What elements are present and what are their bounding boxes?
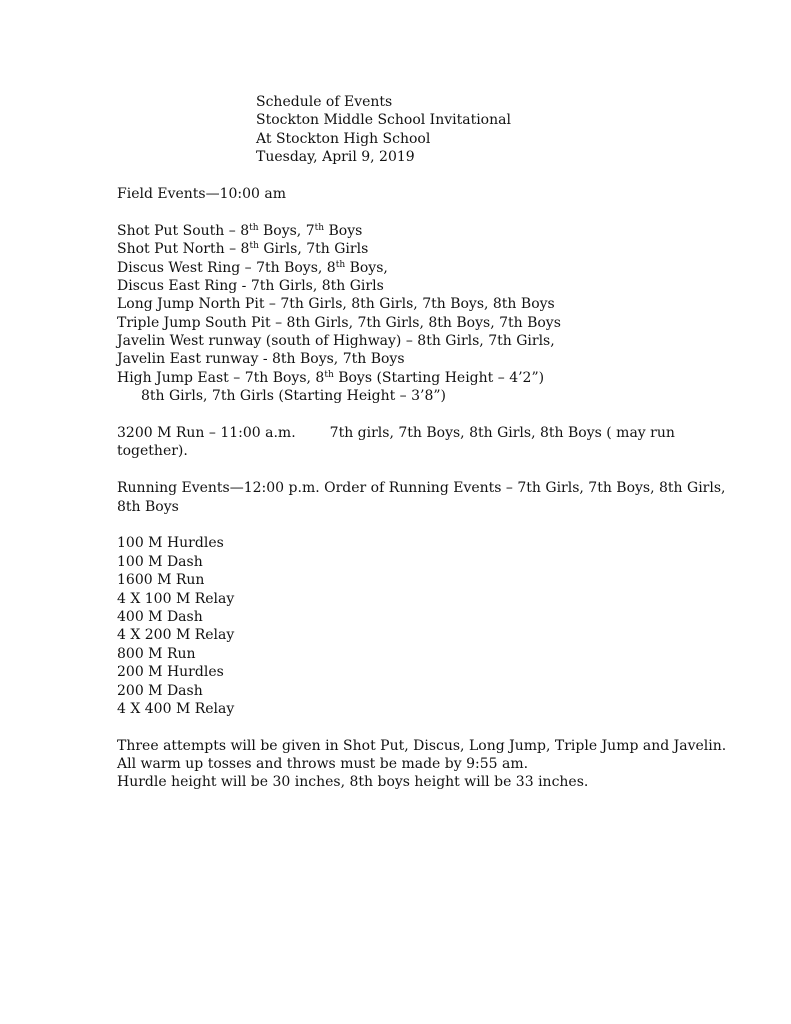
note-warmup: All warm up tosses and throws must be made by 9:55 am.: [117, 756, 529, 773]
run-3200-block: [117, 424, 737, 461]
list-item: 4 X 400 M Relay: [117, 700, 235, 717]
list-item: 800 M Run: [117, 645, 196, 662]
running-events-block: [117, 479, 737, 516]
javelin-east-line: Javelin East runway - 8th Boys, 7th Boys: [117, 351, 405, 368]
list-item: 400 M Dash: [117, 608, 203, 625]
running-events-heading: Running Events—12:00 p.m. Order of Running Events – 7th Girls, 7th Boys, 8th Girls,: [117, 480, 726, 497]
event-name: Stockton Middle School Invitational: [256, 112, 511, 129]
list-item: 100 M Hurdles: [117, 535, 224, 552]
discus-east-line: Discus East Ring - 7th Girls, 8th Girls: [117, 277, 384, 294]
run-3200-line: 3200 M Run – 11:00 a.m. 7th girls, 7th Boys, 8th Girls, 8th Boys ( may run: [117, 425, 675, 442]
event-date: Tuesday, April 9, 2019: [256, 149, 415, 166]
triple-jump-line: Triple Jump South Pit – 8th Girls, 7th Girls, 8th Boys, 7th Boys: [117, 314, 561, 331]
long-jump-line: Long Jump North Pit – 7th Girls, 8th Girls, 7th Boys, 8th Boys: [117, 296, 555, 313]
javelin-west-line: Javelin West runway (south of Highway) – 8th Girls, 7th Girls,: [117, 333, 555, 350]
note-attempts: Three attempts will be given in Shot Put, Discus, Long Jump, Triple Jump and Javelin.: [117, 737, 727, 754]
list-item: 200 M Dash: [117, 682, 203, 699]
shot-put-south-line: Shot Put South – 8th Boys, 7th Boys: [117, 222, 363, 239]
list-item: 1600 M Run: [117, 572, 205, 589]
run-3200-continued: together).: [117, 443, 188, 460]
event-location: At Stockton High School: [256, 130, 431, 147]
list-item: 100 M Dash: [117, 553, 203, 570]
shot-put-north-line: Shot Put North – 8th Girls, 7th Girls: [117, 241, 369, 258]
document-title: Schedule of Events: [256, 94, 393, 110]
field-events-list: [117, 222, 737, 406]
list-item: 200 M Hurdles: [117, 664, 224, 681]
notes-block: [117, 737, 737, 792]
high-jump-girls-line: 8th Girls, 7th Girls (Starting Height – 3’8”): [141, 388, 446, 405]
high-jump-line: High Jump East – 7th Boys, 8th Boys (Starting Height – 4’2”): [117, 369, 545, 386]
running-events-heading-continued: 8th Boys: [117, 498, 179, 515]
list-item: 4 X 100 M Relay: [117, 590, 235, 607]
list-item: 4 X 200 M Relay: [117, 627, 235, 644]
note-hurdle-height: Hurdle height will be 30 inches, 8th boys height will be 33 inches.: [117, 774, 589, 791]
discus-west-line: Discus West Ring – 7th Boys, 8th Boys,: [117, 259, 388, 276]
running-events-list: [117, 534, 737, 718]
document-page: [117, 93, 737, 792]
document-header: [117, 93, 737, 167]
field-events-heading: Field Events—10:00 am: [117, 185, 287, 202]
